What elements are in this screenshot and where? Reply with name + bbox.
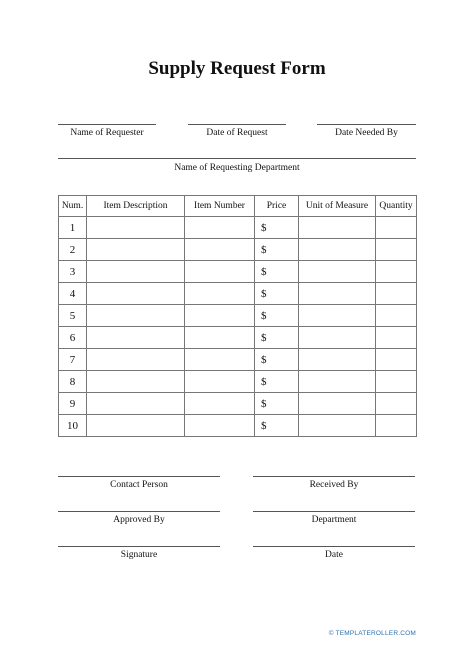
date-line[interactable] (253, 546, 415, 547)
date-of-request-line[interactable] (188, 124, 286, 125)
item-number-cell[interactable] (185, 305, 255, 327)
header-price: Price (255, 196, 299, 217)
department-label: Department (311, 515, 357, 525)
contact-person-line[interactable] (58, 476, 220, 477)
quantity-cell[interactable] (376, 261, 417, 283)
unit-of-measure-cell[interactable] (299, 217, 376, 239)
quantity-cell[interactable] (376, 327, 417, 349)
item-number-cell[interactable] (185, 283, 255, 305)
date-needed-by-label: Date Needed By (335, 128, 398, 138)
item-number-cell[interactable] (185, 239, 255, 261)
item-description-cell[interactable] (87, 393, 185, 415)
row-num: 5 (59, 305, 87, 327)
price-cell[interactable]: $ (255, 283, 299, 305)
unit-of-measure-cell[interactable] (299, 349, 376, 371)
unit-of-measure-cell[interactable] (299, 371, 376, 393)
item-description-cell[interactable] (87, 415, 185, 437)
item-description-cell[interactable] (87, 305, 185, 327)
quantity-cell[interactable] (376, 415, 417, 437)
date-needed-by-line[interactable] (317, 124, 416, 125)
table-row (59, 239, 417, 261)
row-num: 1 (59, 217, 87, 239)
item-description-cell[interactable] (87, 217, 185, 239)
quantity-cell[interactable] (376, 283, 417, 305)
row-num: 7 (59, 349, 87, 371)
item-number-cell[interactable] (185, 371, 255, 393)
table-row (59, 371, 417, 393)
row-num: 10 (59, 415, 87, 437)
item-description-cell[interactable] (87, 261, 185, 283)
unit-of-measure-cell[interactable] (299, 261, 376, 283)
header-quantity: Quantity (376, 196, 417, 217)
name-of-requester-label: Name of Requester (70, 128, 144, 138)
footer-credit[interactable]: © TEMPLATEROLLER.COM (328, 630, 416, 637)
department-line[interactable] (253, 511, 415, 512)
quantity-cell[interactable] (376, 393, 417, 415)
item-number-cell[interactable] (185, 327, 255, 349)
item-number-cell[interactable] (185, 349, 255, 371)
row-num: 2 (59, 239, 87, 261)
quantity-cell[interactable] (376, 217, 417, 239)
name-of-requester-line[interactable] (58, 124, 156, 125)
item-number-cell[interactable] (185, 217, 255, 239)
unit-of-measure-cell[interactable] (299, 283, 376, 305)
quantity-cell[interactable] (376, 305, 417, 327)
contact-person-label: Contact Person (110, 480, 168, 490)
item-description-cell[interactable] (87, 283, 185, 305)
table-row (59, 217, 417, 239)
price-cell[interactable]: $ (255, 349, 299, 371)
header-item-description: Item Description (87, 196, 185, 217)
approved-by-label: Approved By (113, 515, 165, 525)
date-of-request-label: Date of Request (206, 128, 268, 138)
table-row (59, 349, 417, 371)
table-row (59, 283, 417, 305)
quantity-cell[interactable] (376, 239, 417, 261)
received-by-label: Received By (309, 480, 359, 490)
row-num: 3 (59, 261, 87, 283)
approved-by-line[interactable] (58, 511, 220, 512)
header-unit-of-measure: Unit of Measure (299, 196, 376, 217)
table-row (59, 415, 417, 437)
items-table (58, 195, 417, 437)
row-num: 6 (59, 327, 87, 349)
item-number-cell[interactable] (185, 415, 255, 437)
table-row (59, 305, 417, 327)
price-cell[interactable]: $ (255, 327, 299, 349)
unit-of-measure-cell[interactable] (299, 415, 376, 437)
quantity-cell[interactable] (376, 371, 417, 393)
unit-of-measure-cell[interactable] (299, 393, 376, 415)
header-item-number: Item Number (185, 196, 255, 217)
table-row (59, 393, 417, 415)
price-cell[interactable]: $ (255, 393, 299, 415)
unit-of-measure-cell[interactable] (299, 239, 376, 261)
row-num: 9 (59, 393, 87, 415)
row-num: 8 (59, 371, 87, 393)
item-description-cell[interactable] (87, 239, 185, 261)
table-row (59, 261, 417, 283)
header-num: Num. (59, 196, 87, 217)
table-row (59, 327, 417, 349)
price-cell[interactable]: $ (255, 371, 299, 393)
price-cell[interactable]: $ (255, 261, 299, 283)
signature-label: Signature (120, 550, 158, 560)
requesting-department-line[interactable] (58, 158, 416, 159)
price-cell[interactable]: $ (255, 305, 299, 327)
table-header-row (59, 196, 417, 217)
row-num: 4 (59, 283, 87, 305)
date-label: Date (325, 550, 343, 560)
item-description-cell[interactable] (87, 349, 185, 371)
price-cell[interactable]: $ (255, 217, 299, 239)
requesting-department-label: Name of Requesting Department (174, 163, 300, 173)
price-cell[interactable]: $ (255, 239, 299, 261)
signature-line[interactable] (58, 546, 220, 547)
unit-of-measure-cell[interactable] (299, 327, 376, 349)
item-number-cell[interactable] (185, 261, 255, 283)
price-cell[interactable]: $ (255, 415, 299, 437)
quantity-cell[interactable] (376, 349, 417, 371)
item-description-cell[interactable] (87, 327, 185, 349)
unit-of-measure-cell[interactable] (299, 305, 376, 327)
received-by-line[interactable] (253, 476, 415, 477)
item-description-cell[interactable] (87, 371, 185, 393)
item-number-cell[interactable] (185, 393, 255, 415)
form-title: Supply Request Form (148, 58, 326, 79)
